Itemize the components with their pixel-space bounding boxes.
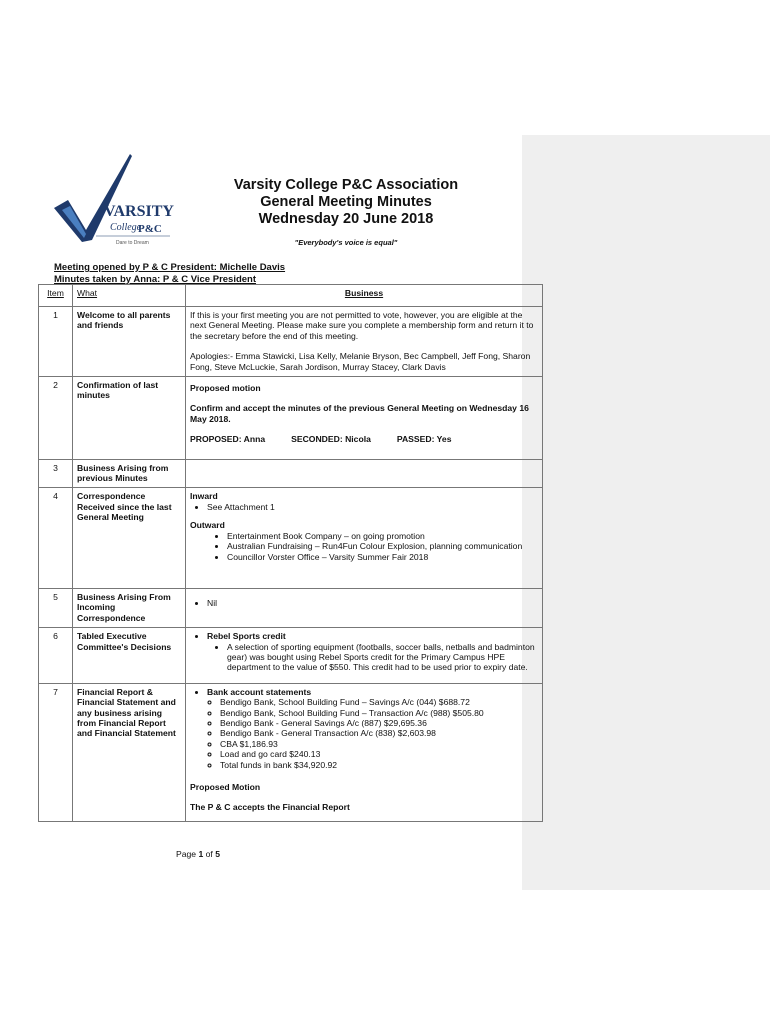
checkmark-logo-icon <box>52 150 182 250</box>
list-item: • Nil <box>207 598 538 608</box>
list-item: ◦ Bendigo Bank, School Building Fund – Transaction A/c (988) $505.80 <box>220 708 538 718</box>
list-item: • Councillor Vorster Office – Varsity Summer Fair 2018 <box>227 552 538 562</box>
row6-list <box>190 631 538 641</box>
row7-heading: • Bank account statements <box>207 687 538 697</box>
row4-business <box>186 488 543 588</box>
page-footer <box>176 849 220 859</box>
row7-what: Financial Report & Financial Statement and any business arising from Financial Report and Financial Statement <box>73 683 186 821</box>
row2-vote <box>190 434 538 444</box>
row2-passed: PASSED: Yes <box>396 434 452 445</box>
list-item: ◦ Bendigo Bank, School Building Fund – Savings A/c (044) $688.72 <box>220 697 538 707</box>
row5-what: Business Arising From Incoming Correspondence <box>73 588 186 627</box>
motto: "Everybody's voice is equal" <box>294 238 398 247</box>
row4-inward: Inward <box>190 491 218 502</box>
row4-inward-list <box>190 502 538 512</box>
header-what: What <box>73 285 186 307</box>
opened-by: Meeting opened by P & C President: Michelle Davis <box>54 262 286 273</box>
list-item: ◦ Total funds in bank $34,920.92 <box>220 760 538 770</box>
row2-what: Confirmation of last minutes <box>73 377 186 460</box>
minutes-table <box>38 284 543 822</box>
table-row <box>39 588 543 627</box>
title-line-association: Varsity College P&C Association <box>233 177 459 193</box>
footer-page-word: Page <box>176 849 197 859</box>
meeting-opening <box>54 262 285 285</box>
varsity-logo <box>52 150 182 250</box>
minutes-taken-by: Minutes taken by Anna: P & C Vice President <box>54 273 257 285</box>
row1-business <box>186 307 543 377</box>
list-item: ◦ Bendigo Bank - General Savings A/c (887) $29,695.36 <box>220 718 538 728</box>
row3-what: Business Arising from previous Minutes <box>73 459 186 488</box>
table-row <box>39 377 543 460</box>
table-header-row <box>39 285 543 307</box>
title-line-meeting: General Meeting Minutes <box>260 194 432 210</box>
row1-item: 1 <box>39 307 73 377</box>
footer-page-total: 5 <box>215 849 220 859</box>
row4-outward-list <box>190 531 538 562</box>
row2-item: 2 <box>39 377 73 460</box>
row6-what: Tabled Executive Committee's Decisions <box>73 628 186 684</box>
row7-motion: Proposed Motion <box>190 782 261 792</box>
row7-list <box>190 687 538 697</box>
row2-business <box>186 377 543 460</box>
table-row <box>39 459 543 488</box>
row6-heading: • Rebel Sports credit <box>207 631 538 641</box>
list-item: • See Attachment 1 <box>207 502 538 512</box>
footer-of-word: of <box>205 849 213 859</box>
row4-what: Correspondence Received since the last General Meeting <box>73 488 186 588</box>
list-item: • Entertainment Book Company – on going promotion <box>227 531 538 541</box>
row2-confirm: Confirm and accept the minutes of the previous General Meeting on Wednesday 16 May 2018. <box>190 403 529 424</box>
list-item: ◦ Bendigo Bank - General Transaction A/c (838) $2,603.98 <box>220 728 538 738</box>
table-row <box>39 628 543 684</box>
row5-item: 5 <box>39 588 73 627</box>
row3-business <box>186 459 543 488</box>
list-item: ◦ CBA $1,186.93 <box>220 739 538 749</box>
row1-apologies: Apologies:- Emma Stawicki, Lisa Kelly, Melanie Bryson, Bec Campbell, Jeff Fong, Sharon Fong, Steve McLuckie, Sarah Jordison, Murray Stacey, Clark Davis <box>190 351 531 372</box>
row6-detail-list <box>190 642 538 673</box>
row1-what: Welcome to all parents and friends <box>73 307 186 377</box>
row5-business <box>186 588 543 627</box>
row6-detail: • A selection of sporting equipment (footballs, soccer balls, netballs and badminton gear) was bought using Rebel Sports credit for the Primary Campus HPE department to the value of $550. This credit had to be used prior to expiry date. <box>227 642 538 673</box>
table-row <box>39 488 543 588</box>
row7-business <box>186 683 543 821</box>
row7-accounts-list <box>190 697 538 770</box>
document-title-block <box>186 177 506 247</box>
row6-item: 6 <box>39 628 73 684</box>
row1-paragraph: If this is your first meeting you are not permitted to vote, however, you are eligible at the next General Meeting. Please make sure you complete a membership form and return it to the secretary before the end of this meeting. <box>190 310 534 341</box>
logo-word-varsity: VARSITY <box>104 203 174 220</box>
logo-word-college: College <box>110 222 142 233</box>
row7-motion-text: The P & C accepts the Financial Report <box>190 802 350 813</box>
header-business: Business <box>186 285 543 307</box>
row4-outward: Outward <box>190 520 225 531</box>
row2-motion: Proposed motion <box>190 383 261 394</box>
header-item: Item <box>39 285 73 307</box>
list-item: • Australian Fundraising – Run4Fun Colour Explosion, planning communication <box>227 541 538 551</box>
row2-proposed: PROPOSED: Anna <box>190 434 266 445</box>
title-line-date: Wednesday 20 June 2018 <box>258 211 434 227</box>
logo-tagline: Dare to Dream <box>116 240 149 246</box>
list-item: ◦ Load and go card $240.13 <box>220 749 538 759</box>
table-row <box>39 307 543 377</box>
row5-list <box>190 598 538 608</box>
row4-item: 4 <box>39 488 73 588</box>
comment-margin-panel <box>522 135 770 890</box>
table-row <box>39 683 543 821</box>
row2-seconded: SECONDED: Nicola <box>291 434 371 445</box>
logo-word-pc: P&C <box>138 223 162 235</box>
row7-item: 7 <box>39 683 73 821</box>
footer-page-num: 1 <box>198 849 204 859</box>
row3-item: 3 <box>39 459 73 488</box>
row6-business <box>186 628 543 684</box>
